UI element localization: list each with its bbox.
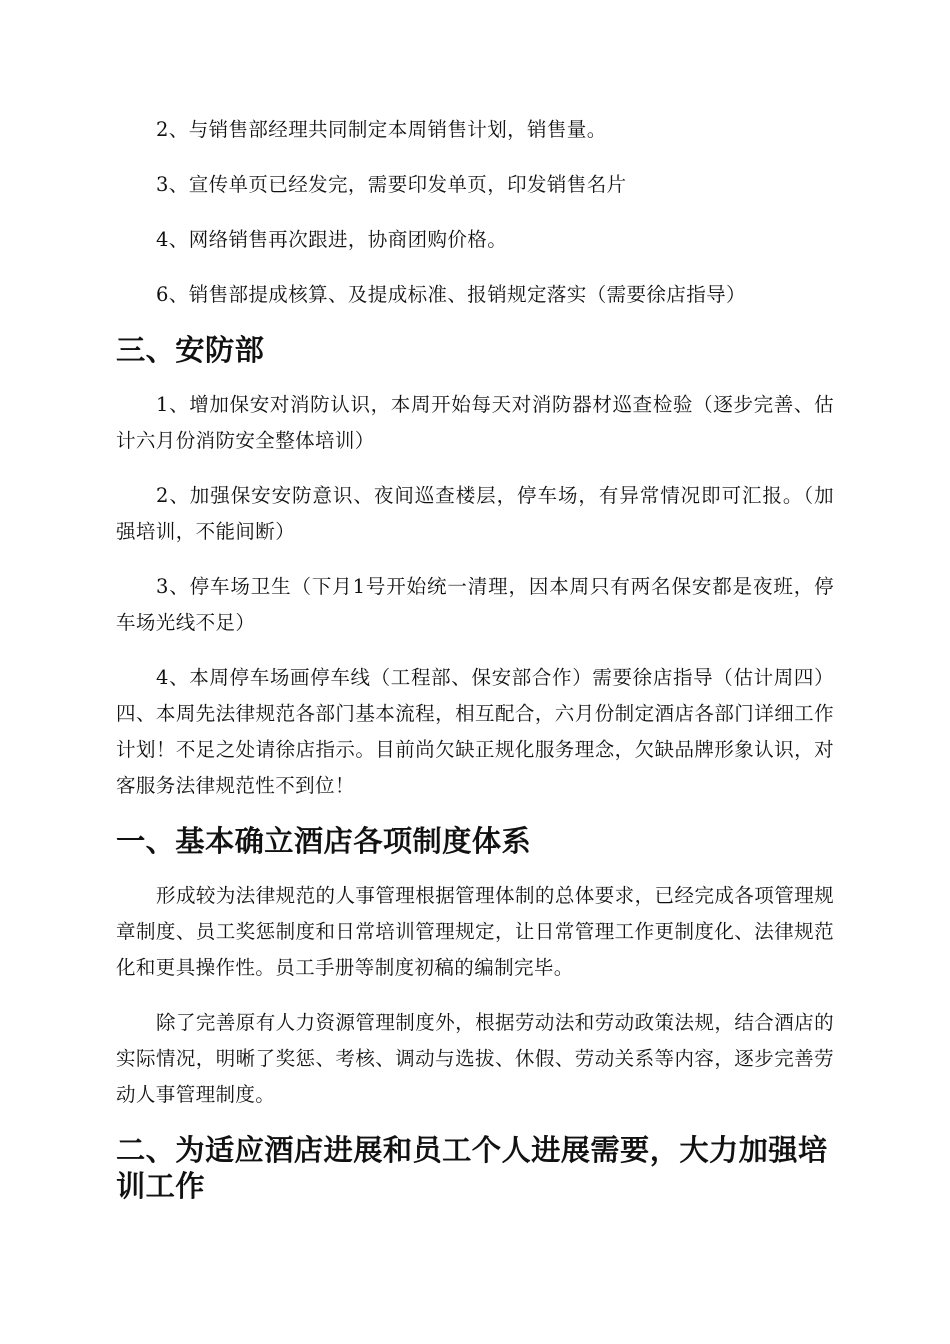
security-item-1: 1、增加保安对消防认识，本周开始每天对消防器材巡查检验（逐步完善、估计六月份消防安全整体培训） xyxy=(116,393,834,452)
section1-paragraph: 除了完善原有人力资源管理制度外，根据劳动法和劳动政策法规，结合酒店的实际情况，明晰了奖惩、考核、调动与选拔、休假、劳动关系等内容，逐步完善劳动人事管理制度。 xyxy=(116,1011,834,1106)
section1-heading: 一、基本确立酒店各项制度体系 xyxy=(116,824,532,858)
security-item-2: 2、加强保安安防意识、夜间巡查楼层，停车场，有异常情况即可汇报。（加强培训，不能间断） xyxy=(116,484,834,543)
document-page xyxy=(116,112,834,1204)
sales-item-6: 6、销售部提成核算、及提成标准、报销规定落实（需要徐店指导） xyxy=(156,283,746,306)
section1-paragraph: 形成较为法律规范的人事管理根据管理体制的总体要求，已经完成各项管理规章制度、员工奖惩制度和日常培训管理规定，让日常管理工作更制度化、法律规范化和更具操作性。员工手册等制度初稿的编制完毕。 xyxy=(116,884,834,979)
security-item-4: 4、本周停车场画停车线（工程部、保安部合作）需要徐店指导（估计周四）四、本周先法律规范各部门基本流程，相互配合，六月份制定酒店各部门详细工作计划！不足之处请徐店指示。目前尚欠缺正规化服务理念，欠缺品牌形象认识，对客服务法律规范性不到位！ xyxy=(116,666,834,797)
sales-item-4: 4、网络销售再次跟进，协商团购价格。 xyxy=(156,228,508,251)
section2-heading: 二、为适应酒店进展和员工个人进展需要，大力加强培训工作 xyxy=(116,1133,828,1203)
security-item-3: 3、停车场卫生（下月1号开始统一清理，因本周只有两名保安都是夜班，停车场光线不足） xyxy=(116,575,834,634)
security-heading: 三、安防部 xyxy=(116,333,265,367)
sales-item-2: 2、与销售部经理共同制定本周销售计划，销售量。 xyxy=(156,118,607,141)
sales-item-3: 3、宣传单页已经发完，需要印发单页，印发销售名片 xyxy=(156,173,627,196)
